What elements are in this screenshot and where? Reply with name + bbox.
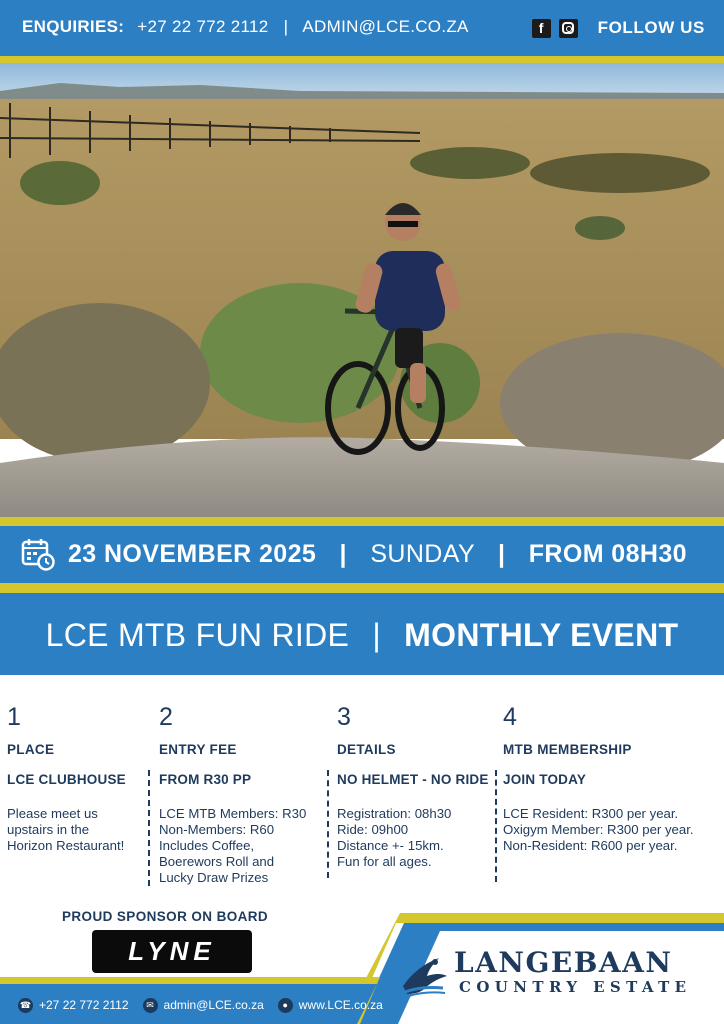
brand-name-line1: LANGEBAAN bbox=[454, 946, 673, 979]
column-line: upstairs in the bbox=[7, 822, 90, 837]
phone-icon: ☎ bbox=[18, 998, 33, 1013]
event-date: 23 NOVEMBER 2025 bbox=[68, 540, 317, 568]
top-accent-line bbox=[0, 56, 724, 63]
column-number: 3 bbox=[337, 703, 351, 731]
column-line: LCE MTB Members: R30 bbox=[159, 806, 307, 821]
separator: | bbox=[372, 617, 381, 653]
footer-email-text: admin@LCE.co.za bbox=[163, 998, 264, 1012]
column-number: 1 bbox=[7, 703, 21, 731]
event-name: LCE MTB FUN RIDE bbox=[45, 617, 350, 653]
column-line: Oxigym Member: R300 per year. bbox=[503, 822, 694, 837]
sponsor-title: PROUD SPONSOR ON BOARD bbox=[62, 909, 269, 924]
column-divider bbox=[327, 770, 329, 878]
globe-icon: ● bbox=[278, 998, 293, 1013]
footer-phone-text: +27 22 772 2112 bbox=[39, 998, 129, 1012]
info-column-membership bbox=[503, 702, 632, 757]
enquiries-contact bbox=[22, 17, 469, 37]
separator: | bbox=[497, 540, 506, 568]
column-line: Fun for all ages. bbox=[337, 854, 432, 869]
column-number: 2 bbox=[159, 703, 173, 731]
event-time: FROM 08H30 bbox=[528, 540, 687, 568]
column-title: PLACE bbox=[7, 742, 55, 757]
info-column-details bbox=[337, 702, 396, 757]
column-body-place bbox=[7, 806, 124, 854]
footer-website-text: www.LCE.co.za bbox=[298, 998, 383, 1012]
column-subtitle: NO HELMET - NO RIDE bbox=[337, 772, 489, 787]
follow-us-label: FOLLOW US bbox=[597, 18, 705, 37]
column-line: Horizon Restaurant! bbox=[7, 838, 125, 853]
date-accent-line-bottom bbox=[0, 583, 724, 593]
langebaan-country-estate-logo[interactable] bbox=[399, 942, 709, 1002]
date-band bbox=[0, 526, 724, 583]
mail-icon: ✉ bbox=[143, 998, 158, 1013]
column-subtitle: FROM R30 PP bbox=[159, 772, 252, 787]
event-day: SUNDAY bbox=[370, 540, 475, 568]
social-links bbox=[532, 15, 705, 41]
facebook-icon[interactable]: f bbox=[532, 19, 551, 38]
info-column-place bbox=[7, 702, 54, 757]
footer-phone[interactable] bbox=[18, 998, 129, 1013]
lyne-sponsor-logo[interactable]: LYNE bbox=[92, 930, 252, 973]
event-title bbox=[0, 617, 724, 654]
instagram-icon[interactable] bbox=[559, 19, 578, 38]
column-body-entry-fee bbox=[159, 806, 306, 886]
footer-email[interactable] bbox=[143, 998, 264, 1013]
column-line: Includes Coffee, bbox=[159, 838, 255, 853]
column-divider bbox=[495, 770, 497, 882]
top-bar bbox=[0, 0, 724, 56]
event-type: MONTHLY EVENT bbox=[404, 617, 679, 653]
column-line: Lucky Draw Prizes bbox=[159, 870, 269, 885]
footer-contacts bbox=[18, 996, 397, 1014]
bird-emblem-icon bbox=[399, 946, 451, 998]
column-number: 4 bbox=[503, 703, 517, 731]
event-date-line bbox=[68, 540, 687, 569]
brand-name-line2: COUNTRY ESTATE bbox=[459, 978, 692, 996]
separator: | bbox=[339, 540, 347, 568]
event-title-band bbox=[0, 593, 724, 675]
calendar-clock-icon bbox=[21, 537, 55, 571]
column-line: Distance +- 15km. bbox=[337, 838, 444, 853]
column-line: Boerewors Roll and bbox=[159, 854, 275, 869]
date-accent-line-top bbox=[0, 517, 724, 526]
enquiries-phone[interactable]: +27 22 772 2112 bbox=[137, 17, 269, 36]
separator: | bbox=[283, 17, 289, 36]
column-title: MTB MEMBERSHIP bbox=[503, 742, 632, 757]
column-body-membership bbox=[503, 806, 694, 854]
enquiries-email[interactable]: ADMIN@LCE.CO.ZA bbox=[302, 17, 469, 36]
column-line: Non-Members: R60 bbox=[159, 822, 275, 837]
hero-photo-mountain-biker bbox=[0, 63, 724, 517]
column-line: Please meet us bbox=[7, 806, 98, 821]
enquiries-label: ENQUIRIES: bbox=[22, 17, 125, 36]
footer-website[interactable] bbox=[278, 998, 383, 1013]
column-line: LCE Resident: R300 per year. bbox=[503, 806, 679, 821]
column-line: Ride: 09h00 bbox=[337, 822, 409, 837]
column-subtitle: JOIN TODAY bbox=[503, 772, 587, 787]
info-column-entry-fee bbox=[159, 702, 237, 757]
column-subtitle: LCE CLUBHOUSE bbox=[7, 772, 126, 787]
column-divider bbox=[148, 770, 150, 886]
column-line: Non-Resident: R600 per year. bbox=[503, 838, 678, 853]
column-line: Registration: 08h30 bbox=[337, 806, 452, 821]
column-title: DETAILS bbox=[337, 742, 396, 757]
column-body-details bbox=[337, 806, 451, 870]
column-title: ENTRY FEE bbox=[159, 742, 237, 757]
hero-photo-illustration bbox=[0, 63, 724, 517]
